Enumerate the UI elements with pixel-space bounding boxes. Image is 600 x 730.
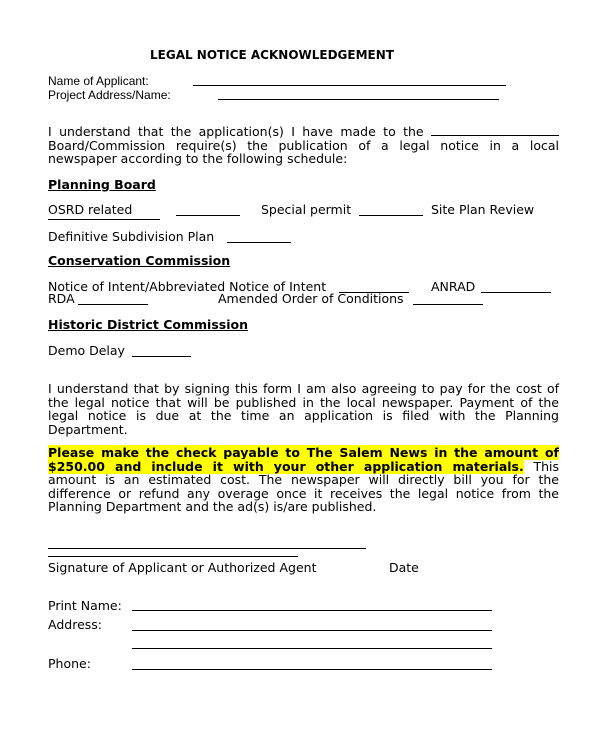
applicant-name-label: Name of Applicant: — [48, 74, 149, 88]
osrd-label: OSRD related — [48, 202, 133, 217]
agreement-paragraph: I understand that by signing this form I am also agreeing to pay for the cost of the legal notice that will be published in the local newspaper. Payment of the legal notice is due at the time an application is filed with the Planning Department. — [48, 381, 559, 437]
page-title: LEGAL NOTICE ACKNOWLEDGEMENT — [150, 48, 394, 62]
print-name-label: Print Name: — [48, 598, 122, 613]
address-field-line2[interactable] — [132, 648, 492, 649]
definitive-plan-label: Definitive Subdivision Plan — [48, 229, 215, 244]
print-name-field[interactable] — [132, 610, 492, 611]
demo-delay-label: Demo Delay — [48, 343, 125, 358]
date-label: Date — [389, 560, 419, 575]
amended-order-field[interactable] — [413, 304, 483, 305]
anrad-label: ANRAD — [431, 279, 476, 294]
rda-label: RDA — [48, 291, 75, 306]
osrd-field[interactable] — [176, 215, 240, 216]
address-label: Address: — [48, 617, 102, 632]
address-field-line1[interactable] — [132, 630, 492, 631]
project-address-label: Project Address/Name: — [48, 88, 171, 102]
intro-paragraph — [48, 124, 559, 166]
special-permit-field[interactable] — [359, 215, 423, 216]
project-address-field[interactable] — [218, 99, 499, 100]
site-plan-field[interactable] — [48, 219, 160, 220]
definitive-plan-field[interactable] — [227, 242, 291, 243]
rda-field[interactable] — [78, 304, 148, 305]
phone-field[interactable] — [132, 669, 492, 670]
conservation-heading: Conservation Commission — [48, 253, 231, 268]
payment-highlight: Please make the check payable to The Salem News in the amount of $250.00 and include it with your other application materials. — [48, 445, 559, 474]
signature-line[interactable] — [48, 556, 298, 557]
site-plan-label: Site Plan Review — [431, 202, 535, 217]
intro-text-before: I understand that the application(s) I have made to the — [48, 124, 431, 139]
notice-of-intent-label: Notice of Intent/Abbreviated Notice of Intent — [48, 279, 327, 294]
planning-board-heading: Planning Board — [48, 177, 156, 192]
amended-order-label: Amended Order of Conditions — [218, 291, 404, 306]
phone-label: Phone: — [48, 656, 91, 671]
board-name-field[interactable] — [431, 124, 559, 136]
signature-label: Signature of Applicant or Authorized Agent — [48, 560, 317, 575]
demo-delay-field[interactable] — [132, 356, 191, 357]
payment-paragraph — [48, 446, 559, 514]
signature-date-line[interactable] — [48, 548, 366, 549]
historic-heading: Historic District Commission — [48, 317, 248, 332]
intro-text-after: Board/Commission require(s) the publication of a legal notice in a local newspaper according to the following schedule: — [48, 137, 559, 167]
anrad-field[interactable] — [481, 292, 551, 293]
special-permit-label: Special permit — [261, 202, 352, 217]
applicant-name-field[interactable] — [193, 85, 506, 86]
payment-text: This amount is an estimated cost. The newspaper will directly bill you for the difference or refund any overage once it receives the legal notice from the Planning Department and the ad(s) is/are published. — [48, 458, 559, 515]
